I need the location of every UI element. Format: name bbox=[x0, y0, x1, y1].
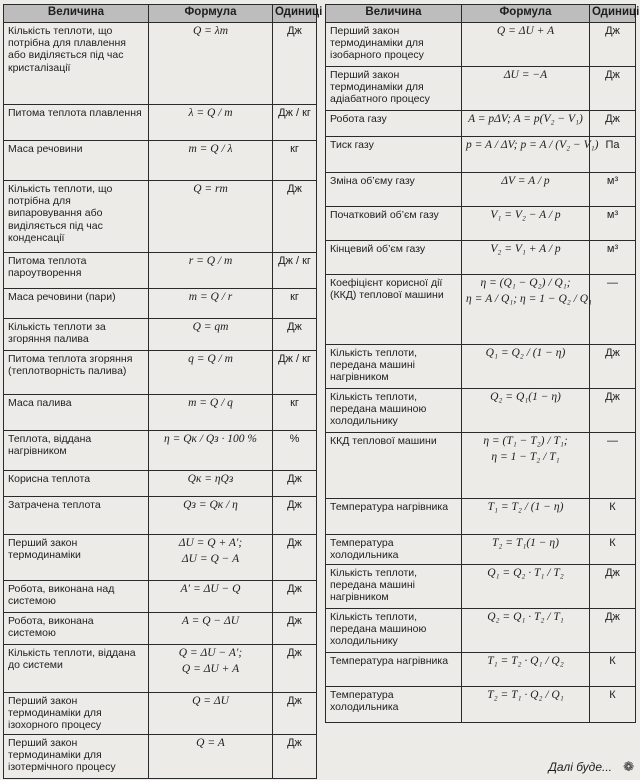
formula-cell bbox=[149, 351, 273, 395]
units-cell: Дж / кг bbox=[273, 351, 317, 395]
table-row bbox=[326, 433, 636, 499]
header-formula: Формула bbox=[462, 5, 590, 23]
formula-line: λ = Q / m bbox=[188, 107, 233, 119]
table-row bbox=[4, 581, 317, 613]
formula-cell bbox=[462, 173, 590, 207]
table-row bbox=[4, 23, 317, 105]
formula-line: ΔV = A / p bbox=[501, 175, 550, 187]
formula-line: T₁ = T₂ / (1 − η) bbox=[487, 501, 564, 513]
units-cell: м³ bbox=[590, 241, 636, 275]
units-cell: Дж bbox=[590, 345, 636, 389]
formula-cell bbox=[462, 653, 590, 687]
formula-line: V₂ = V₁ + A / p bbox=[490, 243, 561, 255]
table-row bbox=[4, 181, 317, 253]
formula-line: ΔU = Q + A′; bbox=[178, 537, 243, 549]
quantity-cell: Робота газу bbox=[326, 111, 462, 137]
units-cell: Дж bbox=[273, 613, 317, 645]
header-quantity: Величина bbox=[4, 5, 149, 23]
quantity-cell: Маса речовини bbox=[4, 141, 149, 181]
units-cell: Дж bbox=[590, 609, 636, 653]
formula-line: η = (Q₁ − Q₂) / Q₁; bbox=[480, 277, 571, 289]
table-row bbox=[4, 535, 317, 581]
formula-cell bbox=[462, 275, 593, 345]
units-cell: кг bbox=[273, 395, 317, 431]
quantity-cell: Коефіцієнт корисної дії (ККД) теплової машини bbox=[326, 275, 462, 345]
formula-line: η = 1 − T₂ / T₁ bbox=[491, 451, 560, 464]
header-formula: Формула bbox=[149, 5, 273, 23]
units-cell: Дж bbox=[590, 23, 636, 67]
formula-cell bbox=[462, 67, 590, 111]
formula-cell bbox=[462, 345, 590, 389]
table-header-row bbox=[4, 5, 317, 23]
units-cell: К bbox=[590, 687, 636, 723]
quantity-cell: Маса палива bbox=[4, 395, 149, 431]
units-cell: Дж bbox=[590, 111, 636, 137]
units-cell: м³ bbox=[590, 207, 636, 241]
formula-cell bbox=[149, 613, 273, 645]
formula-cell bbox=[462, 433, 590, 499]
units-cell: Па bbox=[590, 137, 636, 173]
units-cell: % bbox=[273, 431, 317, 471]
units-cell: Дж bbox=[273, 181, 317, 253]
quantity-cell: Кількість теплоти, передана машиною холодильнику bbox=[326, 609, 462, 653]
quantity-cell: Початковий об’єм газу bbox=[326, 207, 462, 241]
table-row bbox=[326, 653, 636, 687]
quantity-cell: Кількість теплоти, віддана до системи bbox=[4, 645, 149, 693]
formula-cell bbox=[149, 253, 273, 289]
formula-cell bbox=[149, 693, 273, 735]
formula-cell bbox=[149, 535, 273, 581]
formula-line: η = (T₁ − T₂) / T₁; bbox=[483, 435, 568, 447]
units-cell: К bbox=[590, 499, 636, 535]
formula-line: Q₂ = Q₁(1 − η) bbox=[490, 391, 561, 403]
formula-cell bbox=[149, 471, 273, 497]
units-cell: Дж bbox=[273, 581, 317, 613]
units-cell: м³ bbox=[590, 173, 636, 207]
quantity-cell: Температура холодильника bbox=[326, 535, 462, 565]
formula-cell bbox=[462, 241, 590, 275]
formula-line: Qз = Qк / η bbox=[183, 499, 238, 511]
gear-ornament-icon: ❁ bbox=[623, 759, 634, 774]
formula-line: A′ = ΔU − Q bbox=[180, 583, 241, 595]
quantity-cell: Перший закон термодинаміки bbox=[4, 535, 149, 581]
quantity-cell: Робота, виконана системою bbox=[4, 613, 149, 645]
quantity-cell: Зміна об’єму газу bbox=[326, 173, 462, 207]
table-row bbox=[4, 735, 317, 779]
table-row bbox=[4, 431, 317, 471]
formula-line: m = Q / r bbox=[188, 291, 233, 303]
table-row bbox=[4, 471, 317, 497]
units-cell: кг bbox=[273, 141, 317, 181]
header-quantity: Величина bbox=[326, 5, 462, 23]
quantity-cell: Питома теплота плавлення bbox=[4, 105, 149, 141]
quantity-cell: Кількість теплоти, передана машині нагрівником bbox=[326, 565, 462, 609]
quantity-cell: Питома теплота згоряння (теплотворність палива) bbox=[4, 351, 149, 395]
header-units: Одиниці bbox=[590, 5, 636, 23]
quantity-cell: Температура нагрівника bbox=[326, 499, 462, 535]
units-cell: Дж bbox=[273, 693, 317, 735]
units-cell: кг bbox=[273, 289, 317, 319]
table-row bbox=[326, 275, 636, 345]
table-row bbox=[4, 351, 317, 395]
formula-cell bbox=[149, 735, 273, 779]
formula-line: A = pΔV; A = p(V₂ − V₁) bbox=[468, 113, 583, 125]
formula-line: Q = ΔU bbox=[192, 695, 229, 707]
table-row bbox=[4, 395, 317, 431]
quantity-cell: Перший закон термодинаміки для ізотермічного процесу bbox=[4, 735, 149, 779]
quantity-cell: Затрачена теплота bbox=[4, 497, 149, 535]
formula-line: r = Q / m bbox=[188, 255, 233, 267]
formula-cell bbox=[462, 23, 590, 67]
table-row bbox=[326, 565, 636, 609]
formula-cell bbox=[149, 645, 273, 693]
table-row bbox=[4, 289, 317, 319]
table-row bbox=[326, 173, 636, 207]
units-cell: Дж / кг bbox=[273, 105, 317, 141]
table-row bbox=[326, 687, 636, 723]
table-row bbox=[326, 609, 636, 653]
formula-cell bbox=[149, 395, 273, 431]
formula-line: m = Q / λ bbox=[188, 143, 233, 155]
formula-cell bbox=[149, 105, 273, 141]
left-column bbox=[3, 4, 323, 779]
formula-cell bbox=[149, 289, 273, 319]
formula-cell bbox=[149, 581, 273, 613]
formula-line: Q = λm bbox=[192, 25, 229, 37]
formula-line: Q = ΔU + A bbox=[181, 663, 240, 676]
quantity-cell: Кількість теплоти, що потрібна для плавлення або виділяється під час кристалізації bbox=[4, 23, 149, 105]
formula-cell bbox=[462, 565, 590, 609]
formula-line: m = Q / q bbox=[188, 397, 233, 409]
units-cell: Дж bbox=[273, 23, 317, 105]
formula-cell bbox=[462, 111, 590, 137]
quantity-cell: ККД теплової машини bbox=[326, 433, 462, 499]
quantity-cell: Кінцевий об’єм газу bbox=[326, 241, 462, 275]
table-row bbox=[326, 241, 636, 275]
table-row bbox=[4, 253, 317, 289]
formula-cell bbox=[462, 389, 590, 433]
units-cell: К bbox=[590, 653, 636, 687]
table-row bbox=[326, 111, 636, 137]
formula-line: η = Qк / Qз · 100 % bbox=[164, 433, 257, 445]
units-cell: Дж bbox=[590, 565, 636, 609]
formula-line: T₁ = T₂ · Q₁ / Q₂ bbox=[487, 655, 564, 667]
table-row bbox=[4, 613, 317, 645]
table-row bbox=[4, 497, 317, 535]
table-row bbox=[326, 345, 636, 389]
formula-line: ΔU = Q − A bbox=[181, 553, 240, 566]
formula-table-right bbox=[325, 4, 640, 723]
quantity-cell: Робота, виконана над системою bbox=[4, 581, 149, 613]
quantity-cell: Кількість теплоти за згоряння палива bbox=[4, 319, 149, 351]
formula-line: Q₁ = Q₂ / (1 − η) bbox=[485, 347, 566, 359]
formula-cell bbox=[149, 319, 273, 351]
formula-cell bbox=[462, 499, 590, 535]
continued-note: Далі буде... bbox=[548, 760, 612, 774]
quantity-cell: Перший закон термодинаміки для ізобарного процесу bbox=[326, 23, 462, 67]
units-cell: Дж bbox=[590, 67, 636, 111]
formula-line: Q = A bbox=[196, 737, 225, 749]
units-cell: — bbox=[590, 275, 636, 345]
formula-line: Qк = ηQз bbox=[187, 473, 234, 485]
right-column bbox=[325, 4, 640, 723]
table-row bbox=[4, 693, 317, 735]
units-cell: Дж bbox=[273, 497, 317, 535]
formula-cell bbox=[149, 23, 273, 105]
table-row bbox=[326, 535, 636, 565]
formula-cell bbox=[462, 207, 590, 241]
formula-line: T₂ = T₁ · Q₂ / Q₁ bbox=[487, 689, 564, 701]
quantity-cell: Перший закон термодинаміки для ізохорного процесу bbox=[4, 693, 149, 735]
formula-cell bbox=[149, 141, 273, 181]
formula-cell bbox=[149, 431, 273, 471]
formula-cell bbox=[462, 137, 599, 173]
formula-line: Q = ΔU − A′; bbox=[178, 647, 243, 659]
table-row bbox=[326, 23, 636, 67]
formula-line: Q₁ = Q₂ · T₁ / T₂ bbox=[487, 567, 564, 579]
quantity-cell: Теплота, віддана нагрівником bbox=[4, 431, 149, 471]
units-cell: Дж bbox=[590, 389, 636, 433]
formula-line: A = Q − ΔU bbox=[181, 615, 240, 627]
table-row bbox=[4, 105, 317, 141]
table-row bbox=[326, 67, 636, 111]
formula-line: Q = ΔU + A bbox=[496, 25, 555, 37]
quantity-cell: Питома теплота пароутворення bbox=[4, 253, 149, 289]
quantity-cell: Температура холодильника bbox=[326, 687, 462, 723]
table-row bbox=[326, 499, 636, 535]
units-cell: Дж bbox=[273, 645, 317, 693]
table-row bbox=[326, 137, 636, 173]
units-cell: Дж bbox=[273, 471, 317, 497]
table-row bbox=[326, 389, 636, 433]
formula-line: Q = qm bbox=[192, 321, 229, 333]
formula-cell bbox=[462, 609, 590, 653]
formula-line: Q₂ = Q₁ · T₂ / T₁ bbox=[487, 611, 564, 623]
formula-cell bbox=[462, 535, 590, 565]
units-cell: К bbox=[590, 535, 636, 565]
formula-line: Q = rm bbox=[193, 183, 228, 195]
units-cell: Дж bbox=[273, 319, 317, 351]
quantity-cell: Температура нагрівника bbox=[326, 653, 462, 687]
quantity-cell: Кількість теплоти, що потрібна для випаровування або виділяється під час конденсації bbox=[4, 181, 149, 253]
formula-cell bbox=[149, 497, 273, 535]
table-row bbox=[4, 319, 317, 351]
table-row bbox=[4, 141, 317, 181]
quantity-cell: Перший закон термодинаміки для адіабатного процесу bbox=[326, 67, 462, 111]
units-cell: Дж bbox=[273, 535, 317, 581]
units-cell: Дж / кг bbox=[273, 253, 317, 289]
header-units: Одиниці bbox=[273, 5, 317, 23]
formula-cell bbox=[462, 687, 590, 723]
quantity-cell: Кількість теплоти, передана машиною холодильнику bbox=[326, 389, 462, 433]
formula-line: η = A / Q₁; η = 1 − Q₂ / Q₁ bbox=[466, 293, 593, 306]
formula-line: V₁ = V₂ − A / p bbox=[490, 209, 561, 221]
formula-table-left bbox=[3, 4, 323, 779]
formula-line: ΔU = −A bbox=[503, 69, 548, 81]
units-cell: Дж bbox=[273, 735, 317, 779]
formula-line: p = A / ΔV; p = A / (V₂ − V₁) bbox=[466, 139, 599, 151]
quantity-cell: Тиск газу bbox=[326, 137, 462, 173]
units-cell: — bbox=[590, 433, 636, 499]
table-row bbox=[4, 645, 317, 693]
quantity-cell: Кількість теплоти, передана машині нагрівником bbox=[326, 345, 462, 389]
formula-cell bbox=[149, 181, 273, 253]
quantity-cell: Корисна теплота bbox=[4, 471, 149, 497]
table-row bbox=[326, 207, 636, 241]
quantity-cell: Маса речовини (пари) bbox=[4, 289, 149, 319]
formula-line: T₂ = T₁(1 − η) bbox=[492, 537, 559, 549]
table-header-row bbox=[326, 5, 636, 23]
formula-line: q = Q / m bbox=[188, 353, 233, 365]
